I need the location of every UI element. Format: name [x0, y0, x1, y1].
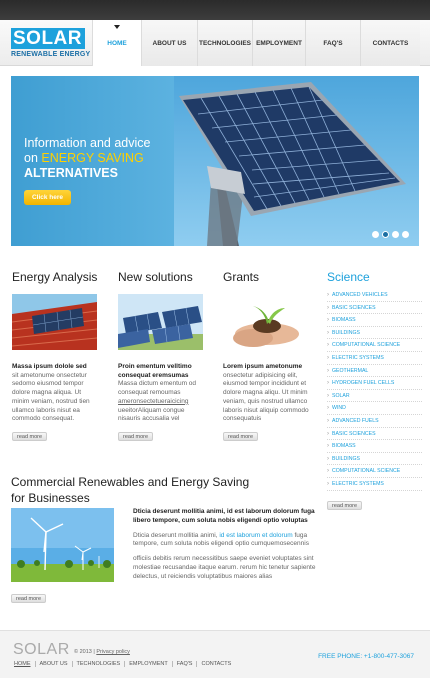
science-title: Science	[327, 270, 370, 284]
footer-nav-about-us[interactable]: ABOUT US	[35, 661, 72, 667]
commercial-title-line-2: for Businesses	[11, 491, 90, 505]
column-title: Energy Analysis	[12, 270, 98, 284]
column-body: sit ametonume onsectetur sedomo eiusmod tempor dolore magna aliqua. Ut minim veniam, nostrud tien ullamco laboris nisut ea commodo consequat.	[12, 371, 90, 423]
nav-pointer-icon	[114, 25, 120, 29]
science-item[interactable]: › SOLAR	[327, 390, 422, 403]
nav-home-label: HOME	[107, 39, 127, 47]
footer-nav-home[interactable]: HOME	[14, 661, 31, 667]
column-new-solutions	[118, 270, 204, 443]
science-item[interactable]: › BUILDINGS	[327, 453, 422, 466]
science-item[interactable]: › GEOTHERMAL	[327, 365, 422, 378]
nav-about-us[interactable]	[141, 20, 197, 66]
science-item[interactable]: › ADVANCED FUELS	[327, 415, 422, 428]
footer-nav-faqs[interactable]: FAQ'S	[172, 661, 197, 667]
science-item[interactable]: › COMPUTATIONAL SCIENCE	[327, 339, 422, 352]
science-sidebar	[327, 270, 422, 512]
column-body-text-end: ueeitorAliquam congue nisauris accusalia vel	[118, 406, 185, 423]
science-item[interactable]: › ELECTRIC SYSTEMS	[327, 352, 422, 365]
column-body-link[interactable]: ameronsectetueraicicing	[118, 397, 189, 405]
banner-text	[24, 136, 150, 181]
slider-dot-3[interactable]	[392, 231, 399, 238]
commercial-para-2-text: Dticia deserunt mollitia animi,	[133, 531, 220, 539]
nav-employment-label: EMPLOYMENT	[256, 39, 302, 47]
footer-copyright-text: © 2013 |	[74, 649, 97, 655]
science-item[interactable]: › BIOMASS	[327, 314, 422, 327]
top-bar	[0, 0, 430, 20]
footer	[0, 630, 430, 678]
science-item[interactable]: › HYDROGEN FUEL CELLS	[327, 377, 422, 390]
nav-home[interactable]	[92, 20, 141, 66]
footer-logo[interactable]: SOLAR	[13, 641, 70, 658]
column-grants	[223, 270, 309, 443]
footer-nav	[14, 661, 235, 667]
science-item[interactable]: › BUILDINGS	[327, 327, 422, 340]
nav-contacts-label: CONTACTS	[372, 39, 409, 47]
science-item[interactable]: › ELECTRIC SYSTEMS	[327, 478, 422, 491]
science-item[interactable]: › BIOMASS	[327, 440, 422, 453]
column-body: onsectetur adipisicing elit, eiusmod tempor incididunt et dolore magna aliqu. Ut minim veniam, quis nostrud ullamco laboris nisut aliquip commodo consequatuis	[223, 371, 309, 423]
commercial-link[interactable]: id est laborum et dolorum	[219, 531, 293, 539]
privacy-policy-link[interactable]: Privacy policy	[96, 649, 130, 655]
science-item[interactable]: › BASIC SCIENCES	[327, 302, 422, 315]
footer-phone: FREE PHONE: +1-800-477-3067	[318, 653, 414, 660]
click-here-button[interactable]: Click here	[24, 190, 71, 205]
science-item[interactable]: › WIND	[327, 402, 422, 415]
slider-dot-2[interactable]	[382, 231, 389, 238]
column-energy-analysis	[12, 270, 98, 443]
read-more-button[interactable]: read more	[12, 432, 47, 441]
commercial-text	[133, 508, 323, 588]
logo-title: SOLAR	[11, 28, 85, 49]
header	[0, 20, 430, 66]
solar-field-image	[118, 294, 203, 350]
footer-nav-technologies[interactable]: TECHNOLOGIES	[72, 661, 125, 667]
nav-contacts[interactable]	[360, 20, 420, 66]
wind-turbines-image	[11, 508, 114, 582]
footer-nav-employment[interactable]: EMPLOYMENT	[124, 661, 172, 667]
column-lead: Massa ipsum dolole sed	[12, 363, 87, 370]
commercial-lead: Dticia deserunt mollitia animi, id est laborum dolorum fuga libero tempore, cum soluta nobis eligendi optio voluptas	[133, 508, 315, 524]
roof-solar-image	[12, 294, 97, 350]
nav-employment[interactable]	[252, 20, 305, 66]
science-list	[327, 289, 422, 491]
nav-faqs[interactable]	[305, 20, 360, 66]
read-more-button[interactable]: read more	[11, 594, 46, 603]
read-more-button[interactable]: read more	[223, 432, 258, 441]
main-nav	[92, 20, 420, 66]
column-title: New solutions	[118, 270, 193, 284]
column-body	[118, 380, 204, 424]
science-item[interactable]: › ADVANCED VEHICLES	[327, 289, 422, 302]
logo-subtitle: RENEWABLE ENERGY	[11, 51, 91, 58]
column-lead: Proin ementum velltimo consequat eremsumas	[118, 363, 192, 379]
banner-line-2-prefix: on	[24, 151, 42, 165]
banner-line-2	[24, 151, 150, 166]
hands-seedling-image	[223, 294, 308, 350]
logo[interactable]	[11, 28, 91, 58]
nav-about-us-label: ABOUT US	[152, 39, 187, 47]
science-item[interactable]: › COMPUTATIONAL SCIENCE	[327, 465, 422, 478]
science-item[interactable]: › BASIC SCIENCES	[327, 428, 422, 441]
commercial-para-2-text-end: fuga tempore, cum soluta nobis eligendi optio cumquemosecennis	[133, 531, 309, 548]
slider-dot-1[interactable]	[372, 231, 379, 238]
commercial-paragraph-2	[133, 532, 323, 550]
footer-nav-contacts[interactable]: CONTACTS	[196, 661, 235, 667]
column-body-text: Massa dictum ementum od consequat remoumas	[118, 380, 197, 397]
commercial-title-line-1: Commercial Renewables and Energy Saving	[11, 475, 250, 489]
read-more-button[interactable]: read more	[118, 432, 153, 441]
nav-faqs-label: FAQ'S	[323, 39, 343, 47]
commercial-section	[11, 474, 321, 602]
slider-dot-4[interactable]	[402, 231, 409, 238]
banner-line-3: ALTERNATIVES	[24, 166, 118, 180]
footer-copyright	[74, 649, 130, 655]
slider-dots	[372, 231, 409, 238]
nav-technologies[interactable]	[197, 20, 252, 66]
nav-technologies-label: TECHNOLOGIES	[198, 39, 251, 47]
column-lead: Lorem ipsum ametonume	[223, 363, 303, 370]
column-title: Grants	[223, 270, 260, 284]
commercial-paragraph-3: officiis debitis rerum necessitibus saepe eveniet voluptates sint molestiae recusandae itaque earum. rerum hic tenetur sapiente delectus, ut reiciendis voluptatibus maiores alias	[133, 555, 316, 580]
read-more-button[interactable]: read more	[327, 501, 362, 510]
banner-line-1: Information and advice	[24, 136, 151, 150]
banner-highlight: ENERGY SAVING	[41, 151, 144, 165]
hero-banner	[11, 76, 419, 246]
commercial-title	[11, 474, 321, 506]
